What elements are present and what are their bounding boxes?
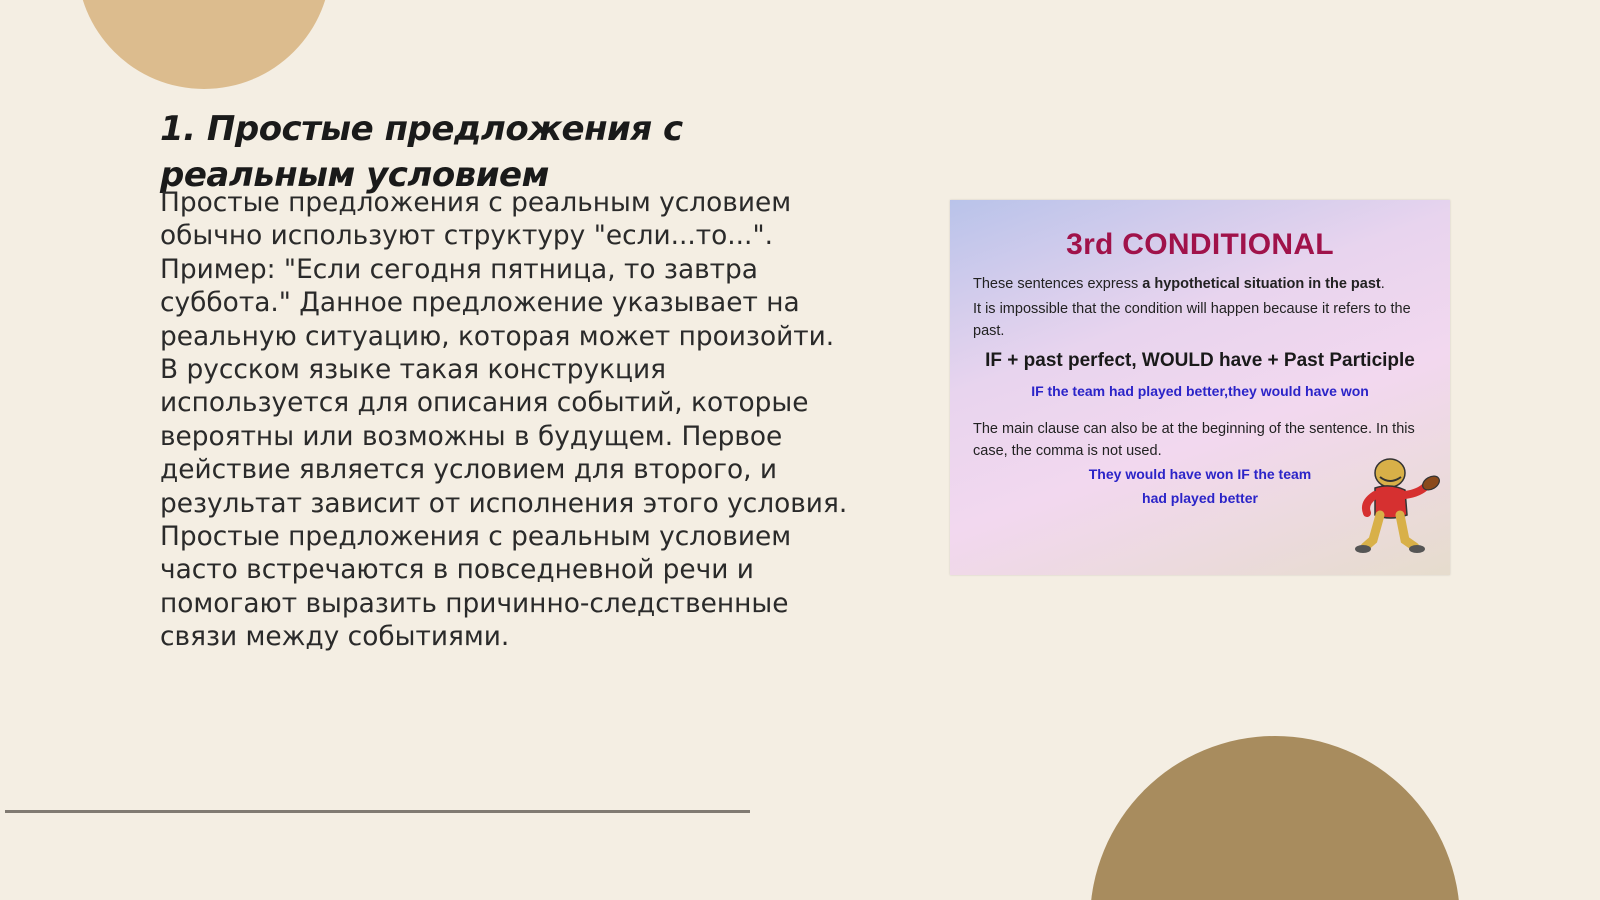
card-line-1-pre: These sentences express: [973, 276, 1143, 292]
conditional-image-card: [950, 200, 1450, 575]
card-line-2: It is impossible that the condition will happen because it refers to the past.: [973, 301, 1411, 339]
decorative-circle-bottom: [1090, 736, 1460, 900]
card-example-2: [1030, 462, 1370, 510]
football-player-icon: [1345, 455, 1445, 560]
decorative-circle-top: [77, 0, 331, 89]
card-line-3: The main clause can also be at the beginning of the sentence. In this case, the comma is not used.: [973, 421, 1415, 459]
divider-line: [5, 810, 750, 813]
card-example-2-line-1: They would have won IF the team: [1088, 466, 1312, 482]
card-example-1: IF the team had played better,they would have won: [1031, 383, 1369, 399]
card-line-1: [973, 273, 1435, 295]
card-line-1-post: .: [1380, 276, 1385, 292]
card-formula: IF + past perfect, WOULD have + Past Participle: [985, 350, 1415, 371]
slide-title: 1. Простые предложения с реальным условием: [160, 109, 683, 195]
slide-body-text: Простые предложения с реальным условием обычно используют структуру "если...то...". Пример: "Если сегодня пятница, то завтра суббота." Данное предложение указывает на реальную ситуацию, которая может произойти. В русском языке такая конструкция используется для описания событий, которые вероятны или возможны в будущем. Первое действие является условием для второго, и результат зависит от исполнения этого условия. Простые предложения с реальным условием часто встречаются в повседневной речи и помогают выразить причинно-следственные связи между событиями.: [160, 187, 848, 653]
card-example-2-line-2: had played better: [1142, 490, 1258, 506]
card-line-1-bold: a hypothetical situation in the past: [1142, 276, 1381, 292]
card-title: 3rd CONDITIONAL: [1066, 228, 1334, 261]
